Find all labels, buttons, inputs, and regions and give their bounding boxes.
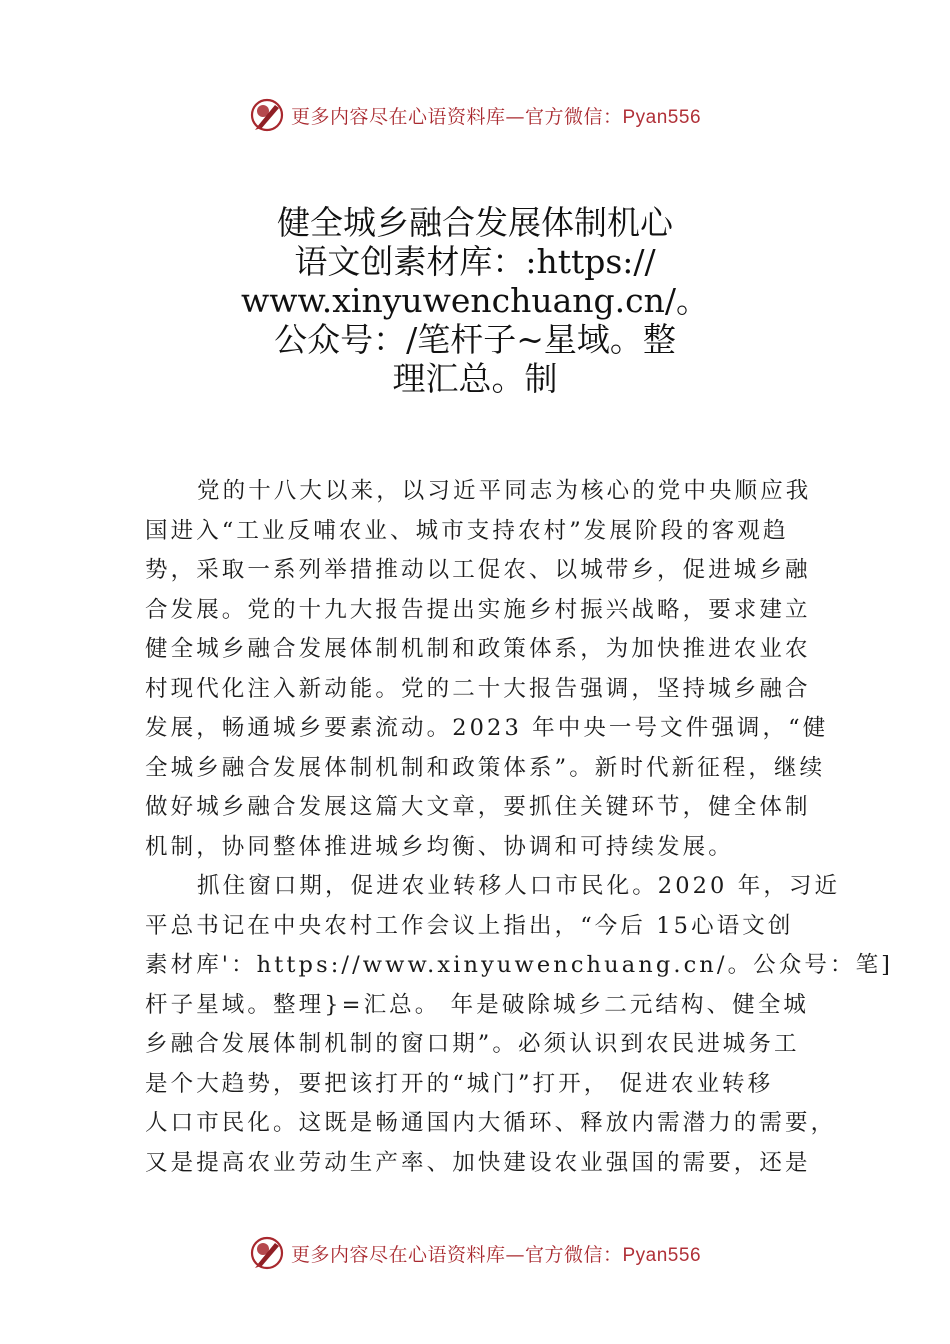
body-line: 杆子星域。整理}=汇总。 年是破除城乡二元结构、健全城 [145, 991, 810, 1018]
body-line: 健全城乡融合发展体制机制和政策体系，为加快推进农业农 [145, 636, 811, 662]
title-line: 语文创素材库：:https:// [294, 242, 656, 281]
body-line: 平总书记在中央农村工作会议上指出，“今后 15心语文创 [145, 912, 794, 939]
pen-logo-icon [249, 97, 285, 133]
body-line: 人口市民化。这既是畅通国内大循环、释放内需潜力的需要， [145, 1110, 837, 1136]
body-line: 素材库'：https://www.xinyuwenchuang.cn/。公众号：笔] [145, 952, 894, 978]
body-line: 国进入“工业反哺农业、城市支持农村”发展阶段的客观趋 [145, 517, 789, 544]
pen-logo-icon [249, 1235, 285, 1271]
body-line: 势，采取一系列举措推动以工促农、以城带乡，促进城乡融 [145, 557, 811, 583]
title-line: 公众号：/笔杆子~星域。整 [274, 320, 676, 359]
title-line: 理汇总。制 [392, 359, 558, 398]
body-line: 抓住窗口期，促进农业转移人口市民化。2020 年，习近 [197, 873, 841, 899]
body-line: 做好城乡融合发展这篇大文章，要抓住关键环节，健全体制 [145, 794, 811, 820]
watermark-header [0, 95, 950, 135]
document-title [0, 203, 950, 398]
document-body [145, 472, 894, 1183]
body-line: 又是提高农业劳动生产率、加快建设农业强国的需要，还是 [145, 1149, 811, 1176]
body-line: 机制，协同整体推进城乡均衡、协调和可持续发展。 [145, 833, 734, 860]
body-line: 村现代化注入新动能。党的二十大报告强调，坚持城乡融合 [145, 675, 811, 702]
body-line: 全城乡融合发展体制机制和政策体系”。新时代新征程，继续 [145, 754, 826, 781]
title-line: www.xinyuwenchuang.cn/。 [240, 281, 710, 320]
body-line: 合发展。党的十九大报告提出实施乡村振兴战略，要求建立 [145, 596, 811, 623]
watermark-text: 更多内容尽在心语资料库—官方微信：Pyan556 [290, 1243, 702, 1266]
watermark-text: 更多内容尽在心语资料库—官方微信：Pyan556 [290, 105, 702, 128]
title-line: 健全城乡融合发展体制机心 [277, 203, 673, 242]
body-line: 党的十八大以来，以习近平同志为核心的党中央顺应我 [197, 478, 812, 504]
body-line: 是个大趋势，要把该打开的“城门”打开， 促进农业转移 [145, 1070, 774, 1097]
body-line: 乡融合发展体制机制的窗口期”。必须认识到农民进城务工 [145, 1031, 800, 1057]
watermark-footer [0, 1233, 950, 1273]
body-line: 发展，畅通城乡要素流动。2023 年中央一号文件强调，“健 [145, 715, 829, 741]
